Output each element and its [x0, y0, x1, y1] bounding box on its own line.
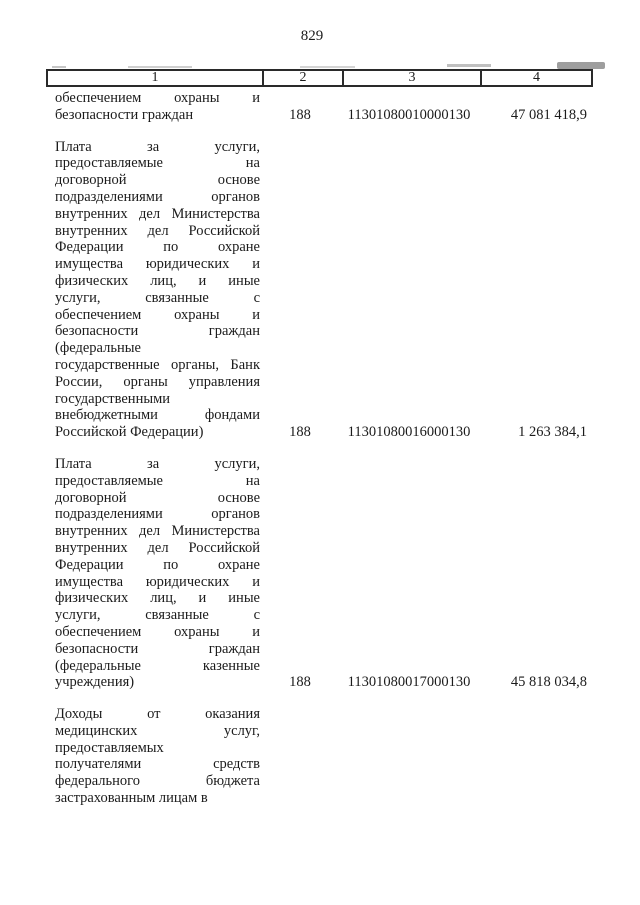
column-number-header: 4 — [480, 71, 591, 85]
budget-code-cell: 11301080016000130 — [347, 424, 471, 441]
table-row — [46, 456, 593, 691]
table-row — [46, 90, 593, 124]
text-line: (федеральные казенные — [55, 657, 260, 674]
revenue-table — [46, 69, 593, 807]
text-line: имущества юридических и — [55, 256, 260, 273]
text-line: внебюджетными фондами — [55, 407, 260, 424]
text-line: физических лиц, и иные — [55, 272, 260, 289]
text-line: государственные органы, Банк — [55, 356, 260, 373]
text-line: обеспечением охраны и — [55, 623, 260, 640]
table-row — [46, 139, 593, 441]
page-number: 829 — [300, 28, 324, 44]
scan-artifact — [52, 66, 66, 68]
table-header-row — [46, 69, 593, 87]
text-line: безопасности граждан — [55, 640, 260, 657]
text-line: Доходы от оказания — [55, 706, 260, 723]
text-line: внутренних дел Министерства — [55, 523, 260, 540]
text-line: предоставляемые на — [55, 472, 260, 489]
text-line: услуги, связанные с — [55, 289, 260, 306]
text-line: обеспечением охраны и — [55, 90, 260, 106]
scan-artifact — [557, 62, 605, 69]
text-line: Плата за услуги, — [55, 455, 260, 472]
scan-artifact — [300, 66, 355, 68]
column-number-header: 2 — [262, 71, 342, 85]
table-row — [46, 706, 593, 807]
text-line: Плата за услуги, — [55, 138, 260, 155]
text-line: безопасности граждан — [55, 323, 260, 340]
column-number-header: 3 — [342, 71, 480, 85]
text-line: предоставляемых — [55, 739, 164, 756]
text-line: внутренних дел Российской — [55, 539, 260, 556]
table-body — [46, 87, 593, 807]
admin-code-cell: 188 — [289, 674, 311, 691]
text-line: безопасности граждан — [55, 106, 194, 123]
text-line: услуги, связанные с — [55, 607, 260, 624]
text-line: (федеральные — [55, 340, 141, 357]
amount-cell: 45 818 034,8 — [510, 674, 587, 691]
text-line: предоставляемые на — [55, 155, 260, 172]
amount-cell: 1 263 384,1 — [518, 424, 587, 441]
income-name-cell — [46, 706, 260, 807]
income-name-cell — [46, 90, 260, 124]
text-line: подразделениями органов — [55, 506, 260, 523]
admin-code-cell: 188 — [289, 106, 311, 123]
text-line: физических лиц, и иные — [55, 590, 260, 607]
budget-code-cell: 11301080010000130 — [347, 106, 471, 123]
text-line: подразделениями органов — [55, 188, 260, 205]
text-line: учреждения) — [55, 674, 135, 691]
admin-code-cell: 188 — [289, 424, 311, 441]
text-line: России, органы управления — [55, 373, 260, 390]
text-line: медицинских услуг, — [55, 722, 260, 739]
text-line: обеспечением охраны и — [55, 306, 260, 323]
text-line: внутренних дел Министерства — [55, 205, 260, 222]
scan-artifact — [447, 64, 491, 67]
text-line: Федерации по охране — [55, 239, 260, 256]
text-line: договорной основе — [55, 172, 260, 189]
text-line: федерального бюджета — [55, 773, 260, 790]
text-line: внутренних дел Российской — [55, 222, 260, 239]
text-line: получателями средств — [55, 756, 260, 773]
text-line: застрахованным лицам в — [55, 790, 208, 807]
text-line: государственными — [55, 390, 171, 407]
text-line: имущества юридических и — [55, 573, 260, 590]
amount-cell: 47 081 418,9 — [510, 106, 587, 123]
text-line: договорной основе — [55, 489, 260, 506]
text-line: Федерации по охране — [55, 556, 260, 573]
scan-artifact — [128, 66, 192, 68]
budget-code-cell: 11301080017000130 — [347, 674, 471, 691]
text-line: Российской Федерации) — [55, 424, 204, 441]
column-number-header: 1 — [151, 70, 159, 85]
income-name-cell — [46, 456, 260, 691]
income-name-cell — [46, 139, 260, 441]
